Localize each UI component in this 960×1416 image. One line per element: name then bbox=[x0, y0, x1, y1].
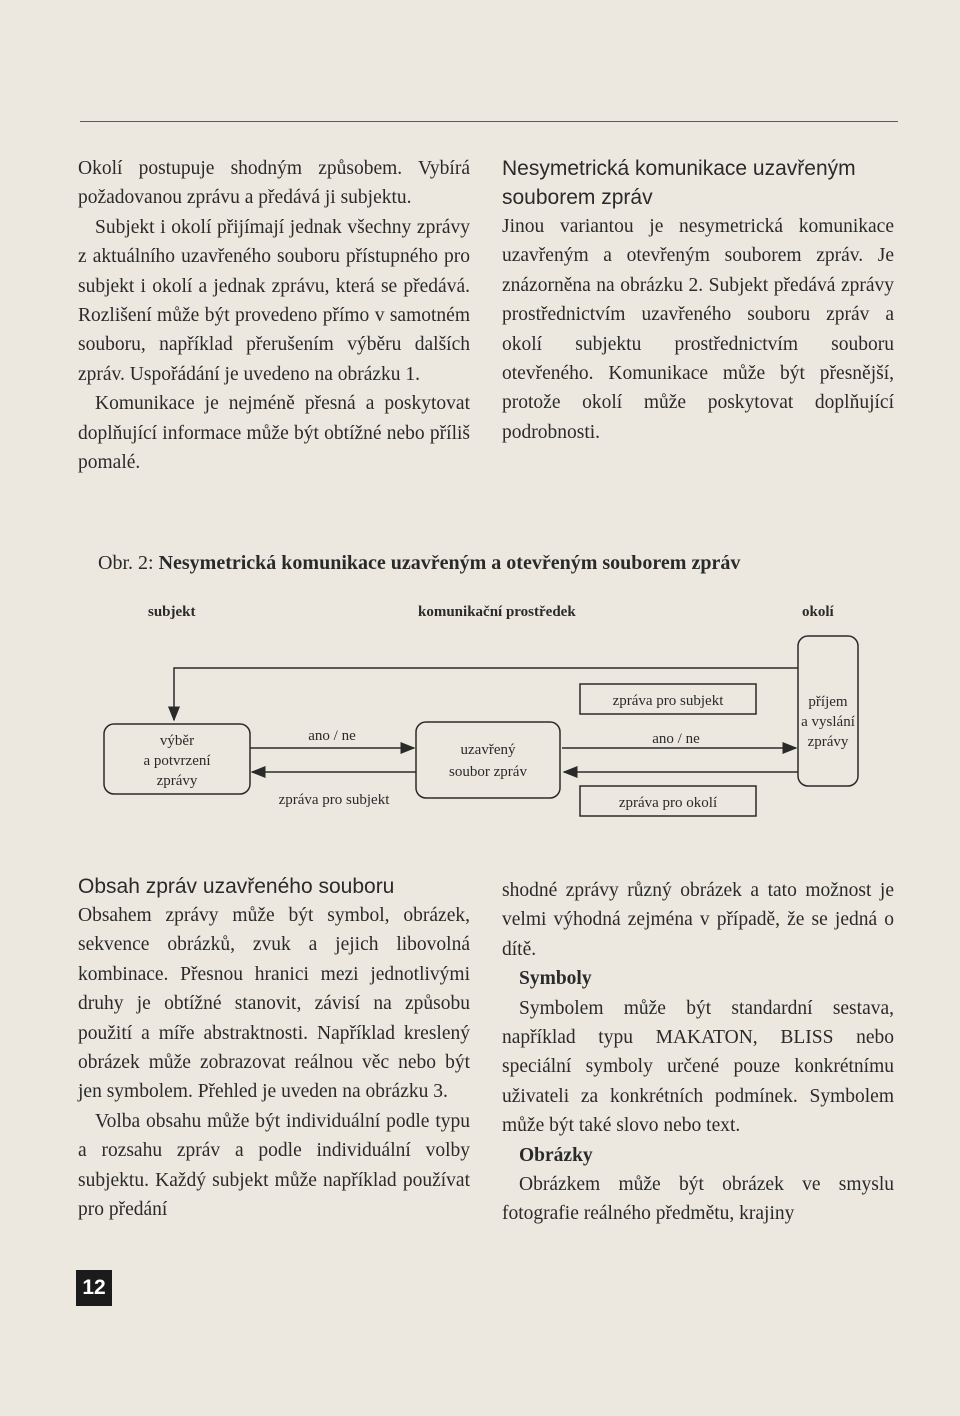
section-heading: Nesymetrická komunikace uzavřeným souborem zpráv bbox=[502, 157, 856, 209]
paragraph: Subjekt i okolí přijímají jednak všechny zprávy z aktuálního uzavřeného souboru přístupného pro subjekt i okolí a jednak zprávu, která se předává. Rozlišení může být provedeno přímo v samotném souboru, například přerušením výběru dalších zpráv. Uspořádání je uvedeno na obrázku 1. bbox=[78, 216, 470, 385]
caption-title: Nesymetrická komunikace uzavřeným a otevřeným souborem zpráv bbox=[158, 552, 741, 574]
section-heading: Obsah zpráv uzavřeného souboru bbox=[78, 875, 395, 898]
box-vyber-line3: zprávy bbox=[156, 773, 198, 789]
paragraph: Obrázkem může být obrázek ve smyslu fotografie reálného předmětu, krajiny bbox=[502, 1174, 894, 1225]
box-prijem-line1: příjem bbox=[808, 694, 848, 710]
paragraph: Volba obsahu může být individuální podle typu a rozsahu zpráv a podle individuální volby subjektu. Každý subjekt může například používat pro předání bbox=[78, 1110, 470, 1221]
box-soubor-line1: uzavřený bbox=[460, 742, 516, 758]
page-number: 12 bbox=[76, 1270, 112, 1306]
box-soubor bbox=[416, 722, 560, 798]
column-label-okoli: okolí bbox=[802, 604, 834, 620]
paragraph: Symbolem může být standardní sestava, například typu MAKATON, BLISS nebo speciální symboly určené pouze konkrétnímu uživateli za konkrétních podmínek. Symbolem může být také slovo nebo text. bbox=[502, 997, 894, 1137]
box-prijem-line2: a vyslání bbox=[801, 714, 855, 730]
left-column-bottom bbox=[78, 872, 470, 1224]
box-vyber-line1: výběr bbox=[159, 733, 195, 749]
box-vyber-line2: a potvrzení bbox=[143, 753, 211, 769]
communication-diagram bbox=[90, 596, 870, 836]
paragraph: Okolí postupuje shodným způsobem. Vybírá požadovanou zprávu a předává ji subjektu. bbox=[78, 158, 470, 209]
paragraph: shodné zprávy různý obrázek a tato možnost je velmi výhodná zejména v případě, že se jedná o dítě. bbox=[502, 880, 894, 960]
header-rule bbox=[80, 121, 898, 122]
paragraph: Obsahem zprávy může být symbol, obrázek, sekvence obrázků, zvuk a jejich libovolná kombinace. Přesnou hranici mezi jednotlivými druhy je obtížné stanovit, závisí na způsobu použití a míře abstraktnosti. Například kreslený obrázek může zobrazovat reálnou věc nebo být jen symbolem. Přehled je uveden na obrázku 3. bbox=[78, 905, 470, 1103]
right-column-top bbox=[502, 154, 894, 447]
paragraph: Komunikace je nejméně přesná a poskytovat doplňující informace může být obtížné nebo příliš pomalé. bbox=[78, 393, 470, 474]
column-label-subjekt: subjekt bbox=[148, 604, 196, 620]
label-zprava-pro-subjekt: zpráva pro subjekt bbox=[278, 792, 390, 808]
subheading: Symboly bbox=[519, 968, 592, 990]
caption-prefix: Obr. 2: bbox=[98, 552, 159, 574]
label-ano-ne-left: ano / ne bbox=[308, 728, 356, 744]
figure-caption bbox=[98, 552, 740, 575]
box-prijem bbox=[798, 636, 858, 786]
label-ano-ne-right: ano / ne bbox=[652, 731, 700, 747]
box-soubor-line2: soubor zpráv bbox=[449, 764, 527, 780]
box-zprava-okoli-label: zpráva pro okolí bbox=[618, 795, 718, 811]
right-column-bottom bbox=[502, 876, 894, 1229]
paragraph: Jinou variantou je nesymetrická komunikace uzavřeným a otevřeným souborem zpráv. Je znázorněna na obrázku 2. Subjekt předává zprávy prostřednictvím uzavřeného souboru zpráv a okolí subjektu prostřednictvím souboru otevřeného. Komunikace může být přesnější, protože okolí může poskytovat doplňující podrobnosti. bbox=[502, 216, 894, 443]
box-prijem-line3: zprávy bbox=[807, 734, 849, 750]
subheading: Obrázky bbox=[519, 1144, 593, 1166]
left-column-top bbox=[78, 154, 470, 477]
box-zprava-subjekt-label: zpráva pro subjekt bbox=[612, 693, 724, 709]
column-label-prostredek: komunikační prostředek bbox=[418, 604, 576, 620]
